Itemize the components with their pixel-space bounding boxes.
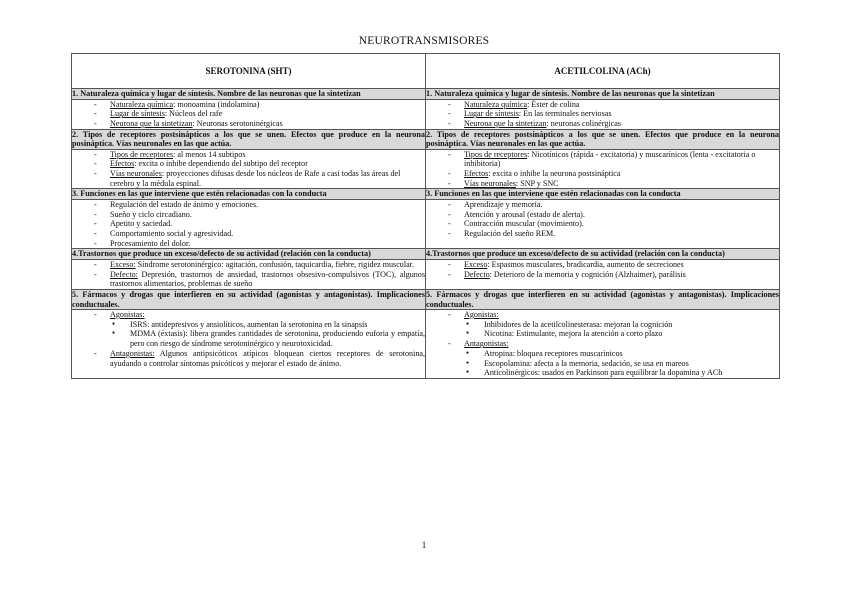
list-item: - Regulación del sueño REM. [426,229,779,239]
item-text: : neuronas colinérgicas [546,118,621,128]
section-1-left-cell [72,99,426,129]
list-item: - Contracción muscular (movimiento). [426,219,779,229]
list-item: - Regulación del estado de ánimo y emociones. [72,200,425,210]
antagonists-label: Antagonistas: [110,348,155,358]
section-4-title-right: 4.Trastornos que produce un exceso/defecto de su actividad (relación con la conducta) [426,249,780,260]
sub-list-item: ● Escopolamina: afecta a la memoria, sedación, se usa en mareos [426,359,779,369]
item-text: : excita o inhibe la neurona postsináptica [488,169,621,179]
list-item [426,169,779,179]
item-text: : monoamina (indolamina) [173,99,260,109]
item-text: Depresión, trastornos de ansiedad, trastornos obsesivo-compulsivos (TOC), algunos trastornos alimentarios, problemas de sueño [110,269,425,289]
section-5-left-cell [72,310,426,379]
item-text: : SNP y SNC [515,178,559,188]
list-item: - Comportamiento social y agresividad. [72,229,425,239]
list-item [426,119,779,129]
list-item [72,150,425,160]
list-item [426,310,779,339]
list-item [426,150,779,169]
agonists-label: Agonistas: [464,310,499,320]
item-label: Naturaleza química [464,99,528,109]
section-4-right-cell [426,259,780,289]
section-4-left-cell [72,259,426,289]
list-item [72,270,425,289]
section-2-body-row [72,149,780,189]
item-label: Vías neuronales [464,178,516,188]
item-label: Exceso [464,259,488,269]
section-4-title-left: 4.Trastornos que produce un exceso/defecto de su actividad (relación con la conducta) [72,249,426,260]
list-item [426,260,779,270]
section-2-title-left: 2. Tipos de receptores postsinápticos a los que se unen. Efectos que produce en la neurona posináptica. Vías neuronales en las que actúa. [72,129,425,149]
item-label: Neurona que la sintetizan [110,118,193,128]
item-text: Síndrome serotoninérgico: agitación, confusión, taquicardia, fiebre, rigidez muscular. [135,259,414,269]
list-item [426,100,779,110]
document-title: NEUROTRANSMISORES [358,35,490,47]
list-item [72,310,425,349]
item-text: : proyecciones difusas desde los núcleos de Rafe a casi todas las áreas del cerebro y la médula espinal. [110,169,401,188]
section-3-right-cell [426,199,780,249]
item-label: Tipos de receptores [464,149,528,159]
item-text: : Nicotínicos (rápida - excitatoria) y muscarínicos (lenta - excitatoria o inhibitoria) [464,149,756,169]
section-3-title-left: 3. Funciones en las que interviene que estén relacionadas con la conducta [72,189,426,200]
item-label: Defecto [464,269,490,279]
section-4-header-row [72,249,780,260]
section-5-right-cell [426,310,780,379]
column-header-row [72,54,780,89]
item-label: Lugar de síntesis [464,109,519,119]
item-label: Naturaleza química [110,99,174,109]
item-label: Efectos [110,159,135,169]
item-text: : Núcleos del rafe [164,109,223,119]
item-label: Defecto: [110,269,138,279]
list-item [426,270,779,280]
item-label: Exceso: [110,259,136,269]
section-1-title-right: 1. Naturaleza química y lugar de síntesis. Nombre de las neuronas que la sintetizan [426,89,780,100]
sub-list-item: ● Atropina: bloquea receptores muscarínicos [426,349,779,359]
agonists-label: Agonistas: [110,310,145,320]
list-item [72,109,425,119]
sub-list-item: ● ISRS: antidepresivos y ansiolíticos, aumentan la serotonina en la sinapsis [72,320,425,330]
item-text: : Éster de colina [527,99,580,109]
list-item [72,169,425,188]
section-1-right-cell [426,99,780,129]
item-label: Neurona que la sintetizan [464,118,547,128]
list-item [426,179,779,189]
section-5-title-right: 5. Fármacos y drogas que interfieren en su actividad (agonistas y antagonistas). Implicaciones conductuales. [426,290,779,309]
section-2-header-row [72,129,780,149]
list-item [72,100,425,110]
sub-list-item: ● Inhibidores de la acetilcolinesterasa: mejoran la cognición [426,320,779,330]
sub-list-item: ● MDMA (éxtasis): libera grandes cantidades de serotonina, produciendo euforia y empatía, pero con riesgo de síndrome serotoninérgico y neurotoxicidad. [72,329,425,348]
item-text: : excita o inhibe dependiendo del subtipo del receptor [134,159,308,169]
list-item [426,109,779,119]
section-3-title-right: 3. Funciones en las que interviene que estén relacionadas con la conducta [426,189,780,200]
list-item [426,339,779,378]
section-2-right-cell [426,149,780,189]
column-header-serotonin: SEROTONINA (SHT) [72,54,426,89]
item-text: : Deterioro de la memoria y cognición (Alzhaimer), parálisis [489,269,686,279]
page-number: 1 [421,540,427,550]
antagonists-label: Antagonistas: [464,339,509,349]
section-1-title-left: 1. Naturaleza química y lugar de síntesis. Nombre de las neuronas que la sintetizan [72,89,426,100]
section-5-header-row [72,290,780,310]
item-text: : al menos 14 subtipos [173,149,246,159]
item-text: : Neuronas serotoninérgicas [192,118,283,128]
sub-list-item: ● Anticolinérgicos: usados en Parkinson para equilibrar la dopamina y ACh [426,368,779,378]
item-text: Algunos antipsicóticos atípicos bloquean ciertos receptores de serotonina, ayudando a controlar síntomas psicóticos y mejorar el estado de ánimo. [110,348,425,368]
item-label: Lugar de síntesis [110,109,165,119]
section-1-body-row [72,99,780,129]
item-label: Vías neuronales [110,169,162,179]
list-item [72,349,425,368]
section-2-left-cell [72,149,426,189]
section-3-header-row [72,189,780,200]
section-5-title-left: 5. Fármacos y drogas que interfieren en su actividad (agonistas y antagonistas). Implicaciones conductuales. [72,290,425,309]
list-item [72,260,425,270]
list-item: - Aprendizaje y memoria. [426,200,779,210]
item-text: : En las terminales nerviosas [518,109,612,119]
sub-list-item: ● Nicotina: Estimulante, mejora la atención a corto plazo [426,329,779,339]
list-item: - Apetito y saciedad. [72,219,425,229]
section-4-body-row [72,259,780,289]
list-item [72,119,425,129]
section-3-left-cell [72,199,426,249]
list-item: - Atención y arousal (estado de alerta). [426,210,779,220]
item-label: Tipos de receptores [110,149,174,159]
column-header-acetylcholine: ACETILCOLINA (ACh) [426,54,780,89]
list-item [72,159,425,169]
list-item: - Sueño y ciclo circadiano. [72,210,425,220]
section-1-header-row [72,89,780,100]
section-3-body-row [72,199,780,249]
section-5-body-row [72,310,780,379]
section-2-title-right: 2. Tipos de receptores postsinápticos a los que se unen. Efectos que produce en la neurona posináptica. Vías neuronales en las que actúa. [426,129,779,149]
item-label: Efectos [464,169,489,179]
neurotransmitter-table [71,53,780,379]
list-item: - Procesamiento del dolor. [72,239,425,249]
item-text: : Espasmos musculares, bradicardia, aumento de secreciones [487,259,684,269]
